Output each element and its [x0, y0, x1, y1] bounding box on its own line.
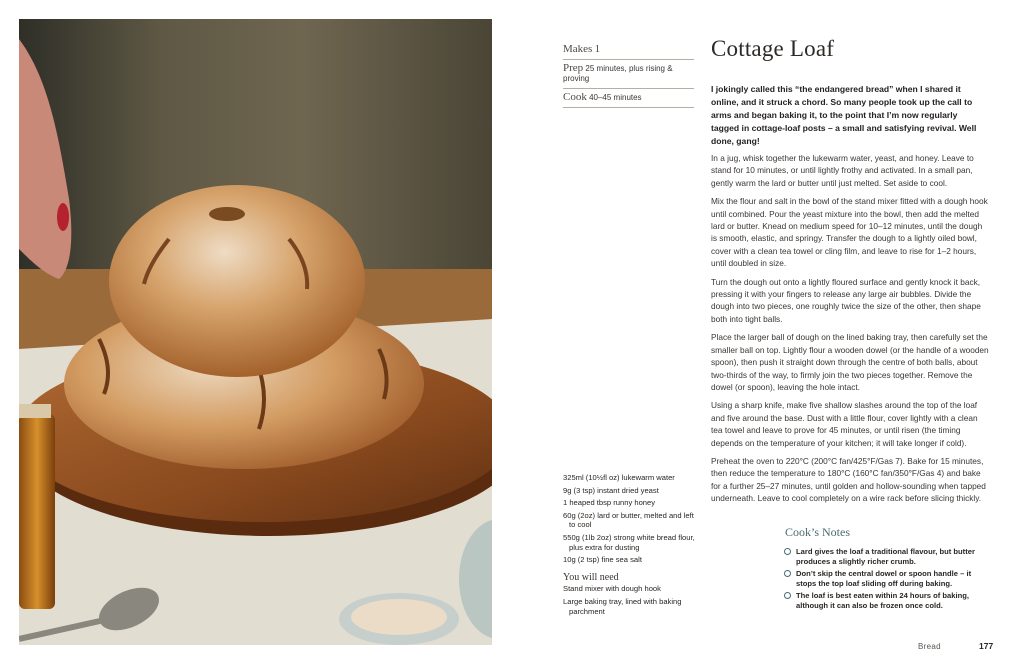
note-item [784, 569, 984, 588]
you-will-need-heading: You will need [563, 571, 619, 583]
photo-illustration [19, 19, 492, 645]
method-step: In a jug, whisk together the lukewarm water, yeast, and honey. Leave to stand for 10 minutes, or until lightly frothy and activated. In a small pan, gently warm the lard or butter until just melted. Set aside to cool. [711, 153, 974, 188]
recipe-meta [563, 44, 694, 108]
cook-row [563, 89, 694, 108]
circle-bullet-icon [784, 548, 791, 555]
note-text: The loaf is best eaten within 24 hours of baking, although it can also be frozen once cold. [796, 591, 969, 610]
cook-value: 40–45 minutes [589, 93, 642, 102]
cottage-loaf-photo [19, 19, 492, 645]
circle-bullet-icon [784, 570, 791, 577]
recipe-title: Cottage Loaf [711, 36, 835, 61]
ingredient-item: 10g (2 tsp) fine sea salt [563, 555, 642, 565]
note-text: Don’t skip the central dowel or spoon handle – it stops the top loaf sliding off during baking. [796, 569, 972, 588]
method-step: Place the larger ball of dough on the lined baking tray, then carefully set the smaller ball on top. Lightly flour a wooden dowel (or the handle of a wooden spoon), then push it straight down through the centre of both balls, about two-thirds of the way, to firmly join the two pieces together. Remove the dowel (or spoon), leaving the hole intact. [711, 332, 989, 392]
ingredient-item: 1 heaped tbsp runny honey [563, 498, 656, 508]
method-step: Preheat the oven to 220°C (200°C fan/425°F/Gas 7). Bake for 15 minutes, then reduce the temperature to 180°C (160°C fan/350°F/Gas 4) and bake for a further 25–27 minutes, until golden and hollow-sounding when tapped underneath. Leave to cool completely on a wire rack before slicing thickly. [711, 455, 986, 504]
footer-section-name: Bread [918, 642, 941, 651]
recipe-intro: I jokingly called this “the endangered bread” when I shared it online, and it struck a chord. So many people took up the call to arms and began baking it, to the point that I’m now regularly tagged in cottage-loaf posts – a small and satisfying revival. Well done, gang! [711, 84, 977, 146]
ingredients-list [563, 473, 698, 619]
ingredient-item: 60g (2oz) lard or butter, melted and left to cool [563, 510, 694, 530]
makes-row [563, 44, 694, 60]
prep-value: 25 minutes, plus rising & proving [563, 64, 673, 83]
cook-label: Cook [563, 91, 587, 103]
note-text: Lard gives the loaf a traditional flavour, but butter produces a slightly richer crumb. [796, 547, 975, 566]
makes-value: 1 [594, 43, 601, 55]
prep-label: Prep [563, 62, 584, 74]
note-item [784, 547, 984, 566]
cooks-notes-list [784, 547, 984, 614]
page-number: 177 [979, 641, 994, 651]
method-step: Mix the flour and salt in the bowl of the stand mixer fitted with a dough hook until combined. Pour the yeast mixture into the bowl, then add the melted lard or butter. Knead on medium speed for 10–12 minutes, until the dough is smooth, elastic, and springy. Transfer the dough to a lightly oiled bowl, cover with a clean tea towel or cling film, and leave to rise for 1–2 hours, until doubled in size. [711, 196, 988, 269]
equipment-item: Stand mixer with dough hook [563, 584, 661, 594]
prep-row [563, 60, 694, 89]
circle-bullet-icon [784, 592, 791, 599]
makes-label: Makes [563, 43, 593, 55]
ingredient-item: 325ml (10½fl oz) lukewarm water [563, 473, 675, 482]
ingredient-item: 550g (1lb 2oz) strong white bread flour, plus extra for dusting [563, 532, 695, 552]
method-step: Using a sharp knife, make five shallow slashes around the top of the loaf and five around the base. Dust with a little flour, cover lightly with a clean tea towel and leave to prove for 45 minutes, or until risen (the timing depends on the temperature of your kitchen; it will take longer if cold). [711, 400, 978, 448]
equipment-item: Large baking tray, lined with baking parchment [563, 596, 682, 616]
ingredient-item: 9g (3 tsp) instant dried yeast [563, 485, 659, 495]
method-step: Turn the dough out onto a lightly floured surface and gently knock it back, pressing it with your fingers to release any large air bubbles. Divide the dough into two pieces, one roughly twice the size of the other, then shape both into tight balls. [711, 276, 981, 324]
note-item [784, 591, 984, 610]
cooks-notes-heading: Cook’s Notes [785, 525, 851, 539]
method-steps [711, 152, 989, 511]
